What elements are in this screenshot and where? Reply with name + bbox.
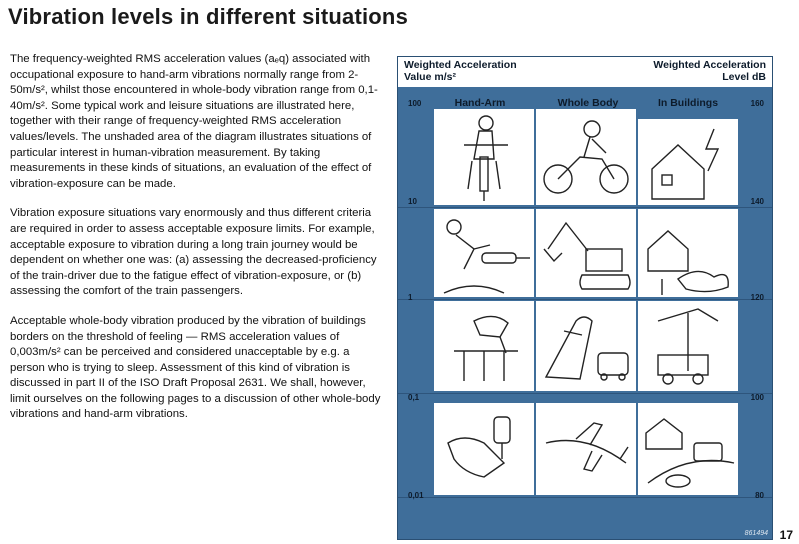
row-divider [398, 393, 772, 394]
illustration-hand-arm-power-tool [434, 403, 534, 495]
left-axis-title [404, 59, 517, 83]
right-tick: 80 [755, 491, 764, 500]
left-axis-title-line1: Weighted Acceleration [404, 59, 517, 71]
row-divider [398, 207, 772, 208]
left-tick: 10 [408, 197, 417, 206]
illustration-buildings-crane-truck [638, 301, 738, 391]
left-tick: 1 [408, 293, 413, 302]
left-tick: 0,01 [408, 491, 424, 500]
column-header-hand-arm: Hand-Arm [454, 97, 506, 109]
paragraph-1: The frequency-weighted RMS acceleration values (aₑq) associated with occupational exposure to hand-arm vibrations normally range from 2-50m/s², whilst those encountered in whole-body vibration range from 0,1-40m/s². Some typical work and leisure situations are illustrated here, together with their range of frequency-weighted RMS acceleration values/levels. The unshaded area of the diagram illustrates situations of particular interest in human-vibration measurement. By taking measurements in these kinds of situations, an evaluation of the effect of vibration-exposure can be made. [10, 53, 378, 190]
right-tick: 120 [750, 293, 764, 302]
illustration-whole-body-motorcycle [536, 109, 636, 205]
row-divider [398, 299, 772, 300]
page-number: 17 [779, 528, 793, 542]
figure-header [398, 57, 772, 87]
illustration-hand-arm-grinder [434, 301, 534, 391]
figure-code: 861494 [744, 530, 768, 537]
right-axis-title-line1: Weighted Acceleration [653, 59, 766, 71]
illustration-buildings-house-lightning [638, 119, 738, 205]
illustration-whole-body-excavator [536, 209, 636, 297]
illustration-buildings-house-explosion [638, 209, 738, 297]
right-axis-title [653, 59, 766, 83]
paragraph-3: Acceptable whole-body vibration produced by the vibration of buildings borders on the threshold of feeling — RMS acceleration values of 0,003m/s² can be perceived and considered unacceptable by e.g. a person who is trying to sleep. Assessment of this kind of vibration is discussed in part II of the ISO Draft Proposal 2631. We shall, however, limit ourselves on the following pages to a discussion of other whole-body vibrations and hand-arm vibrations. [10, 314, 381, 421]
illustration-whole-body-train-and-car [536, 301, 636, 391]
left-axis-title-line2: Value m/s² [404, 71, 456, 83]
illustration-hand-arm-road-drill [434, 109, 534, 205]
paragraph-2: Vibration exposure situations vary enormously and thus different criteria are required in order to assess acceptable exposure limits. For example, acceptable exposure to vibration during a long train journey would be dependent on whether one was: (a) assessing the decreased-proficiency of the train-driver due to the fatigue effect of vibration-exposure, or (b) assessing the comfort of the train passengers. [10, 207, 377, 298]
illustration-buildings-street-traffic [638, 403, 738, 495]
right-axis-title-line2: Level dB [722, 71, 766, 83]
body-text [10, 52, 382, 437]
right-tick: 140 [750, 197, 764, 206]
vibration-levels-figure [397, 56, 773, 540]
right-tick: 100 [750, 393, 764, 402]
page-title: Vibration levels in different situations [8, 4, 409, 29]
left-tick: 100 [408, 99, 422, 108]
row-divider [398, 497, 772, 498]
left-tick: 0,1 [408, 393, 420, 402]
column-header-whole-body: Whole Body [557, 97, 619, 109]
column-header-in-buildings: In Buildings [657, 97, 719, 109]
illustration-whole-body-airplane [536, 403, 636, 495]
illustration-hand-arm-chainsaw [434, 209, 534, 297]
right-tick: 160 [750, 99, 764, 108]
